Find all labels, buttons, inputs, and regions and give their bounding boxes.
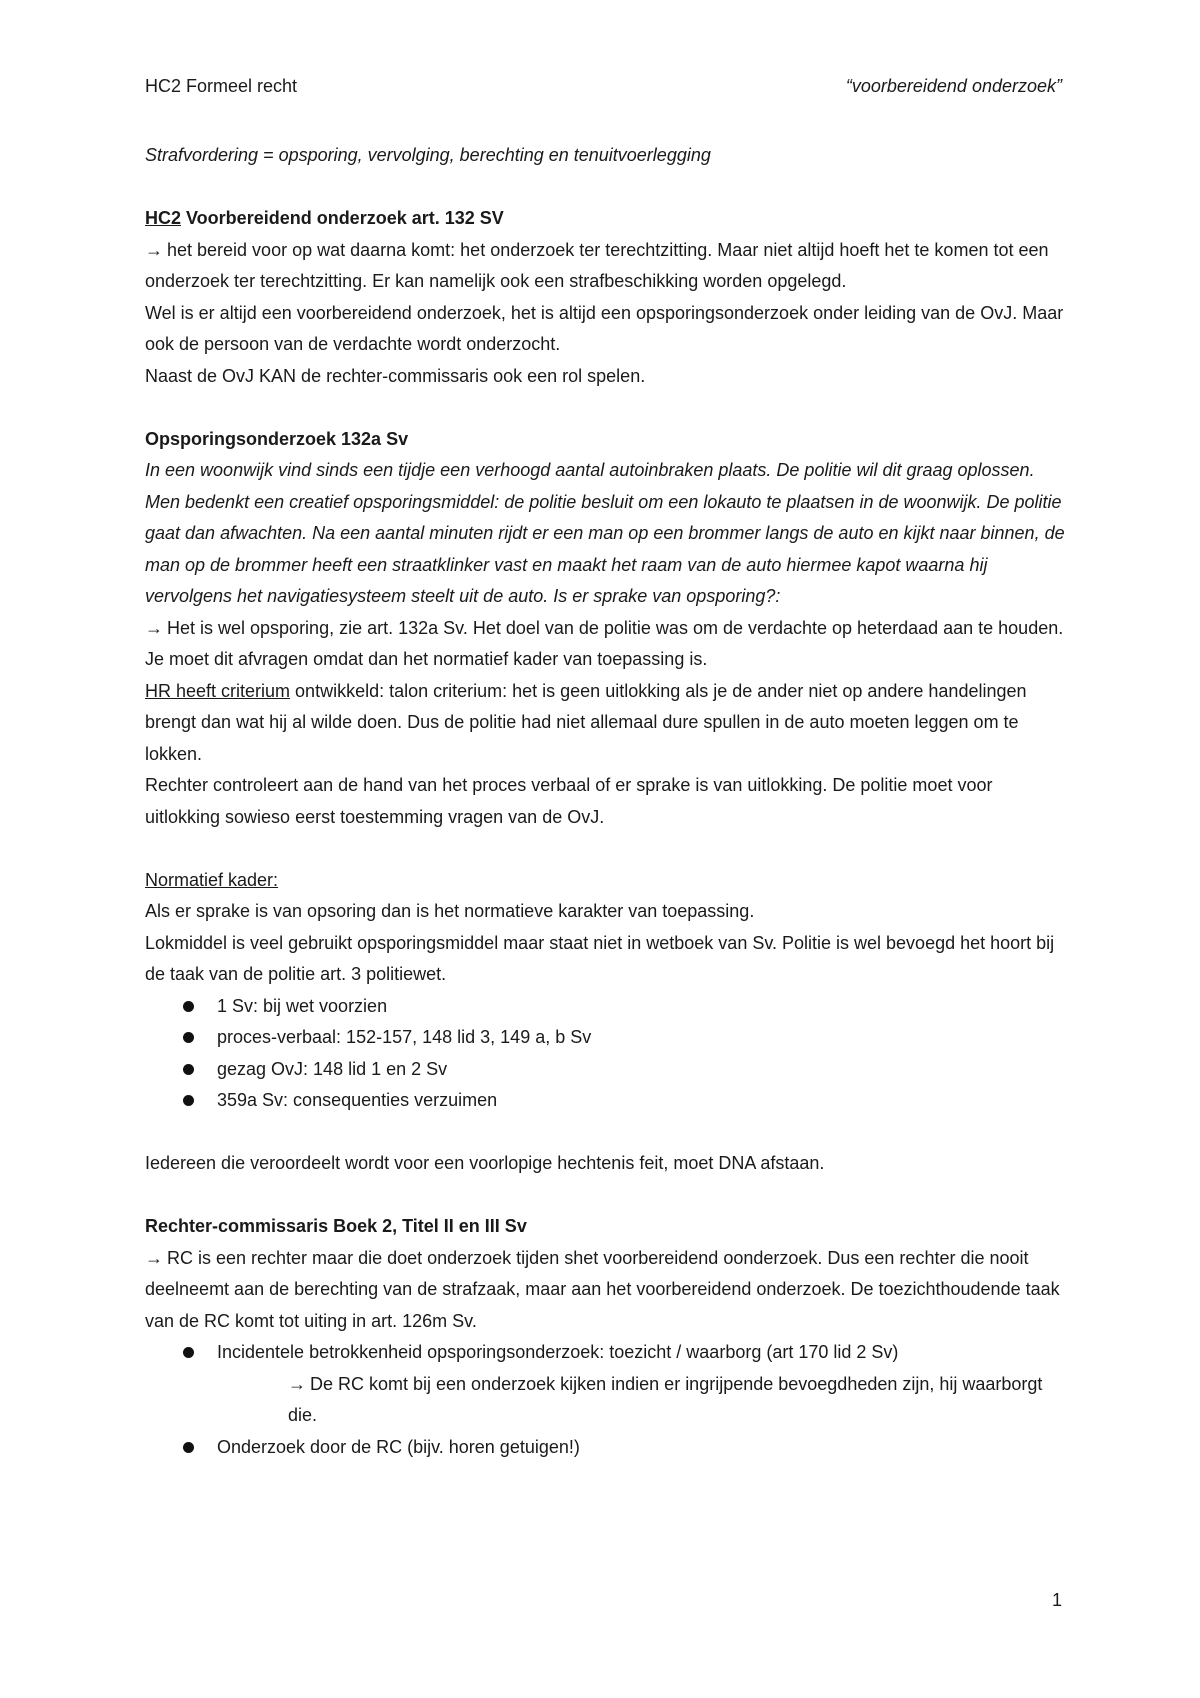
- section3-para1: Als er sprake is van opsoring dan is het normatieve karakter van toepassing.: [145, 901, 755, 921]
- list-item: proces-verbaal: 152-157, 148 lid 3, 149 a, b Sv: [183, 1022, 1067, 1054]
- page-header: [145, 71, 1062, 103]
- rc-list: [145, 1337, 1067, 1369]
- hr-criterium: HR heeft criterium ontwikkeld: talon criterium: het is geen uitlokking als je de ander niet op andere handelingen brengt dan wat hij al wilde doen. Dus de politie had niet allemaal dure spullen in de auto moeten leggen om te lokken.: [145, 680, 1027, 764]
- list-item: Incidentele betrokkenheid opsporingsonderzoek: toezicht / waarborg (art 170 lid 2 Sv): [183, 1337, 1067, 1369]
- document-body: [145, 140, 1067, 1463]
- page-number: 1: [1051, 1590, 1062, 1610]
- header-course-title: HC2 Formeel recht: [145, 76, 298, 96]
- arrow-icon: →: [145, 617, 163, 638]
- normatief-kader-list: [145, 991, 1067, 1117]
- section1-para3: Naast de OvJ KAN de rechter-commissaris ook een rol spelen.: [145, 365, 646, 386]
- section-heading-opsporingsonderzoek: Opsporingsonderzoek 132a Sv: [145, 428, 409, 449]
- section3-para2: Lokmiddel is veel gebruikt opsporingsmiddel maar staat niet in wetboek van Sv. Politie is wel bevoegd het hoort bij de taak van de politie art. 3 politiewet.: [145, 932, 1055, 984]
- list-item: 359a Sv: consequenties verzuimen: [183, 1085, 1067, 1117]
- arrow-icon: →: [145, 1247, 163, 1268]
- list-item: gezag OvJ: 148 lid 1 en 2 Sv: [183, 1054, 1067, 1086]
- section1-para1: → het bereid voor op wat daarna komt: het onderzoek ter terechtzitting. Maar niet altijd hoeft het te komen tot een onderzoek ter terechtzitting. Er kan namelijk ook een strafbeschikking worden opgelegd.: [145, 239, 1049, 291]
- arrow-icon: →: [288, 1373, 306, 1394]
- list-item: Onderzoek door de RC (bijv. horen getuigen!): [183, 1432, 1067, 1464]
- dna-statement: Iedereen die veroordeelt wordt voor een voorlopige hechtenis feit, moet DNA afstaan.: [145, 1153, 825, 1173]
- arrow-icon: →: [145, 239, 163, 260]
- rc-sub-item: → De RC komt bij een onderzoek kijken indien er ingrijpende bevoegdheden zijn, hij waarborgt die.: [288, 1373, 1043, 1425]
- section1-para2: Wel is er altijd een voorbereidend onderzoek, het is altijd een opsporingsonderzoek onder leiding van de OvJ. Maar ook de persoon van de verdachte wordt onderzocht.: [145, 302, 1064, 354]
- list-item: 1 Sv: bij wet voorzien: [183, 991, 1067, 1023]
- section-heading-normatief-kader: Normatief kader:: [145, 869, 279, 890]
- case-answer: → Het is wel opsporing, zie art. 132a Sv. Het doel van de politie was om de verdachte op heterdaad aan te houden. Je moet dit afvragen omdat dan het normatief kader van toepassing is.: [145, 617, 1064, 669]
- intro-definition: Strafvordering = opsporing, vervolging, berechting en tenuitvoerlegging: [145, 145, 711, 165]
- section-heading-voorbereidend: HC2 Voorbereidend onderzoek art. 132 SV: [145, 208, 504, 228]
- case-description: In een woonwijk vind sinds een tijdje een verhoogd aantal autoinbraken plaats. De politie wil dit graag oplossen. Men bedenkt een creatief opsporingsmiddel: de politie besluit om een lokauto te plaatsen in de woonwijk. De politie gaat dan afwachten. Na een aantal minuten rijdt er een man op een brommer langs de auto en kijkt naar binnen, de man op de brommer heeft een straatklinker vast en maakt het raam van de auto hiermee kapot waarna hij vervolgens het navigatiesysteem steelt uit de auto. Is er sprake van opsporing?:: [145, 460, 1065, 606]
- section-heading-rechter-commissaris: Rechter-commissaris Boek 2, Titel II en III Sv: [145, 1216, 527, 1236]
- rechter-controle: Rechter controleert aan de hand van het proces verbaal of er sprake is van uitlokking. De politie moet voor uitlokking sowieso eerst toestemming vragen van de OvJ.: [145, 775, 993, 827]
- section4-para: → RC is een rechter maar die doet onderzoek tijden shet voorbereidend oonderzoek. Dus een rechter die nooit deelneemt aan de berechting van de strafzaak, maar aan het voorbereidend onderzoek. De toezichthoudende taak van de RC komt tot uiting in art. 126m Sv.: [145, 1247, 1060, 1331]
- header-topic: “voorbereidend onderzoek”: [845, 76, 1062, 96]
- rc-list-2: [145, 1432, 1067, 1464]
